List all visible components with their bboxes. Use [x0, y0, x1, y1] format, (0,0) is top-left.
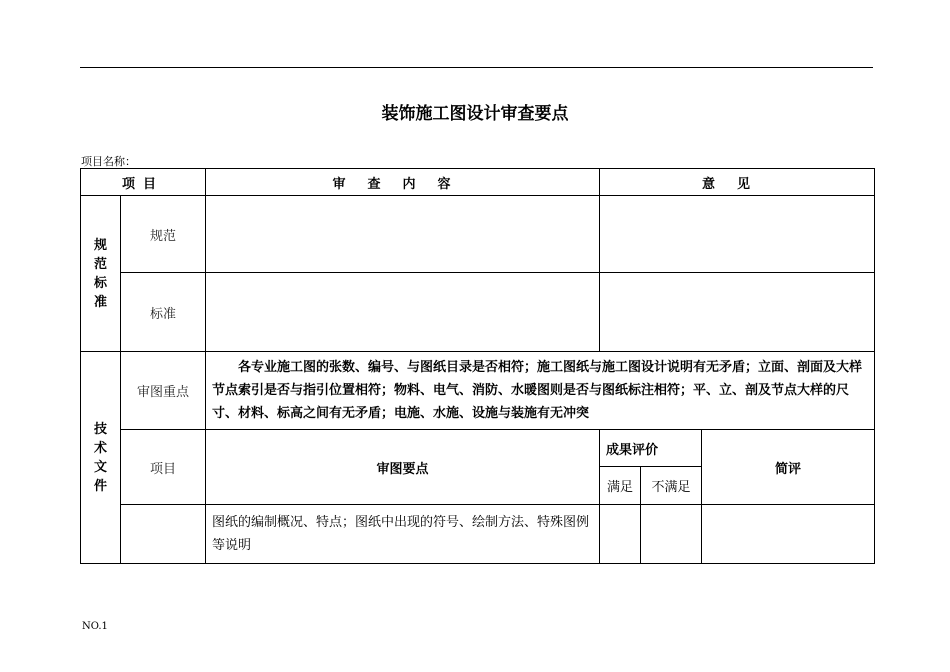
section-technical-label	[81, 352, 121, 564]
subheader-unsatisfied: 不满足	[641, 467, 702, 505]
row1-unsatisfied	[641, 505, 702, 564]
subheader-item: 项目	[121, 430, 206, 505]
subheader-evaluation: 成果评价	[600, 430, 702, 467]
content-guidelines	[206, 196, 600, 273]
header-item: 项目	[81, 169, 206, 196]
section-technical-text: 技术文件	[93, 421, 107, 494]
row1-points-text: 图纸的编制概况、特点；图纸中出现的符号、绘制方法、特殊图例等说明	[206, 505, 600, 564]
review-table	[80, 168, 875, 564]
opinion-standards	[600, 273, 875, 352]
subheader-points: 审图要点	[206, 430, 600, 505]
row1-satisfied	[600, 505, 641, 564]
subheader-satisfied: 满足	[600, 467, 641, 505]
header-content: 审查内容	[206, 169, 600, 196]
header-opinion: 意见	[600, 169, 875, 196]
item-guidelines: 规范	[121, 196, 206, 273]
top-rule	[80, 67, 873, 68]
row1-item	[121, 505, 206, 564]
item-key-points: 审图重点	[121, 352, 206, 430]
opinion-guidelines	[600, 196, 875, 273]
section-standards-label	[81, 196, 121, 352]
project-name-label: 项目名称：	[81, 155, 136, 168]
key-points-text: 各专业施工图的张数、编号、与图纸目录是否相符；施工图纸与施工图设计说明有无矛盾；立面、剖面及大样节点索引是否与指引位置相符；物料、电气、消防、水暖图则是否与图纸标注相符；平、立、剖及节点大样的尺寸、材料、标高之间有无矛盾；电施、水施、设施与装施有无冲突	[206, 352, 875, 430]
document-title: 装饰施工图设计审查要点	[381, 104, 569, 124]
item-standards: 标准	[121, 273, 206, 352]
subheader-comment: 简评	[702, 430, 875, 505]
section-standards-text: 规范标准	[93, 237, 107, 310]
row1-comment	[702, 505, 875, 564]
content-standards	[206, 273, 600, 352]
page-number: NO.1	[82, 621, 108, 632]
